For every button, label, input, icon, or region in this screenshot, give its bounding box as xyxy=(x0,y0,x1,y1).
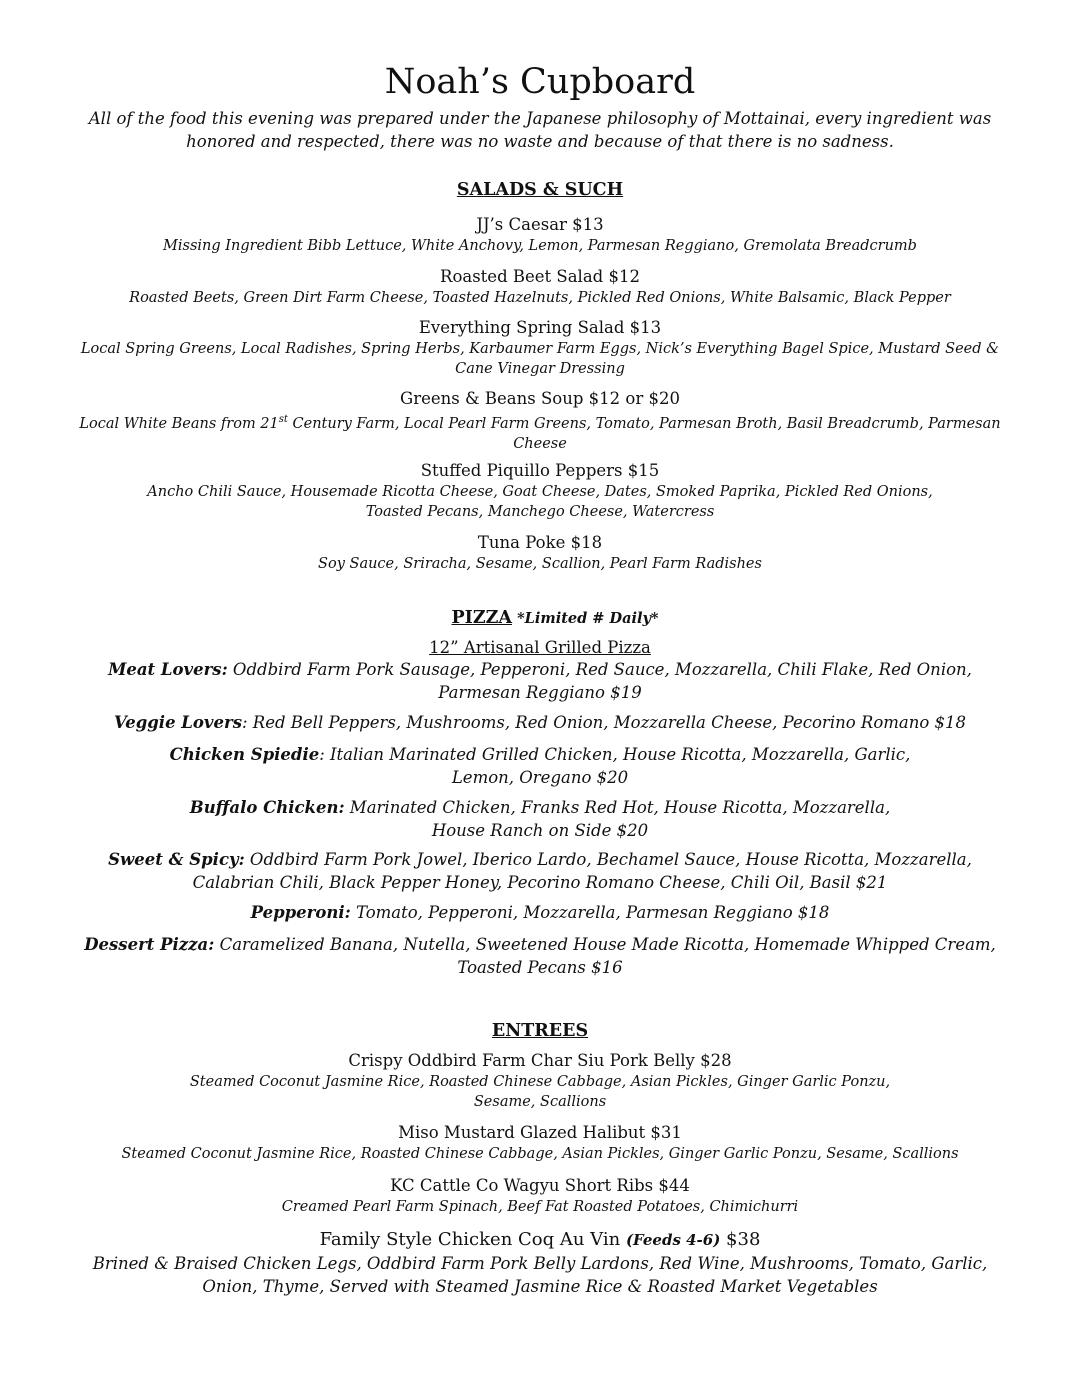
pizza-name: Pepperoni: xyxy=(250,903,351,922)
item-desc: Steamed Coconut Jasmine Rice, Roasted Chinese Cabbage, Asian Pickles, Ginger Garlic Ponzu, Sesame, Scallions xyxy=(121,1146,959,1162)
item-desc-part: Local White Beans from 21 xyxy=(79,415,279,432)
item-title-part: $38 xyxy=(720,1229,761,1250)
item-desc: Missing Ingredient Bibb Lettuce, White Anchovy, Lemon, Parmesan Reggiano, Gremolata Breadcrumb xyxy=(163,238,917,254)
page-title: Noah’s Cupboard xyxy=(384,62,696,102)
pizza-line xyxy=(40,849,1040,872)
item-title: JJ’s Caesar $13 xyxy=(476,215,604,234)
intro-line: honored and respected, there was no waste and because of that there is no sadness. xyxy=(186,132,894,151)
menu-item xyxy=(40,214,1040,256)
pizza-name: Meat Lovers: xyxy=(108,660,228,679)
salads-heading: SALADS & SUCH xyxy=(456,180,624,200)
pizza-subheading: 12” Artisanal Grilled Pizza xyxy=(429,638,651,657)
item-title: Greens & Beans Soup $12 or $20 xyxy=(400,389,680,408)
pizza-line xyxy=(40,744,1040,767)
pizza-name: Dessert Pizza: xyxy=(84,935,215,954)
menu-item xyxy=(40,1050,1040,1112)
pizza-line: Toasted Pecans $16 xyxy=(457,957,623,977)
item-desc: Soy Sauce, Sriracha, Sesame, Scallion, Pearl Farm Radishes xyxy=(318,556,762,572)
pizza-line: House Ranch on Side $20 xyxy=(431,820,649,840)
item-desc: Toasted Pecans, Manchego Cheese, Watercress xyxy=(365,504,715,520)
menu-item xyxy=(40,266,1040,308)
intro-line: All of the food this evening was prepared under the Japanese philosophy of Mottainai, every ingredient was xyxy=(88,109,992,128)
pizza-desc: Marinated Chicken, Franks Red Hot, House Ricotta, Mozzarella, xyxy=(344,798,891,817)
pizza-item xyxy=(40,902,1040,925)
item-desc xyxy=(40,410,1040,434)
intro-text xyxy=(70,107,1010,153)
pizza-line xyxy=(40,797,1040,820)
item-desc: Ancho Chili Sauce, Housemade Ricotta Cheese, Goat Cheese, Dates, Smoked Paprika, Pickled Red Onions, xyxy=(147,484,933,500)
pizza-name: Chicken Spiedie xyxy=(169,745,320,764)
pizza-desc: Oddbird Farm Pork Sausage, Pepperoni, Red Sauce, Mozzarella, Chili Flake, Red Onion, xyxy=(227,660,972,679)
pizza-heading-row xyxy=(0,608,1080,628)
pizza-desc: : Italian Marinated Grilled Chicken, House Ricotta, Mozzarella, Garlic, xyxy=(319,745,911,764)
item-desc: Sesame, Scallions xyxy=(473,1094,607,1110)
item-desc: Roasted Beets, Green Dirt Farm Cheese, Toasted Hazelnuts, Pickled Red Onions, White Balsamic, Black Pepper xyxy=(129,290,951,306)
item-title: KC Cattle Co Wagyu Short Ribs $44 xyxy=(390,1176,690,1195)
pizza-item xyxy=(40,712,1040,735)
item-title: Tuna Poke $18 xyxy=(477,533,603,552)
pizza-item xyxy=(40,744,1040,789)
feeds-note: (Feeds 4-6) xyxy=(625,1231,721,1249)
pizza-line: Lemon, Oregano $20 xyxy=(451,767,629,787)
pizza-item xyxy=(40,797,1040,842)
item-title: Crispy Oddbird Farm Char Siu Pork Belly $28 xyxy=(348,1051,732,1070)
item-desc: Creamed Pearl Farm Spinach, Beef Fat Roasted Potatoes, Chimichurri xyxy=(281,1199,799,1215)
pizza-desc: Caramelized Banana, Nutella, Sweetened House Made Ricotta, Homemade Whipped Cream, xyxy=(214,935,996,954)
entrees-heading: ENTREES xyxy=(491,1021,589,1041)
item-desc: Onion, Thyme, Served with Steamed Jasmine Rice & Roasted Market Vegetables xyxy=(202,1277,878,1296)
pizza-desc: : Red Bell Peppers, Mushrooms, Red Onion, Mozzarella Cheese, Pecorino Romano $18 xyxy=(241,713,967,732)
pizza-item xyxy=(40,849,1040,894)
item-desc: Cheese xyxy=(513,435,567,452)
item-title: Miso Mustard Glazed Halibut $31 xyxy=(398,1123,682,1142)
item-title: Roasted Beet Salad $12 xyxy=(440,267,640,286)
menu-item xyxy=(40,460,1040,522)
item-title: Stuffed Piquillo Peppers $15 xyxy=(420,461,660,480)
menu-item xyxy=(40,1122,1040,1164)
pizza-heading: PIZZA xyxy=(451,608,512,628)
pizza-name: Buffalo Chicken: xyxy=(189,798,345,817)
pizza-line xyxy=(40,902,1040,925)
item-desc-part: Century Farm, Local Pearl Farm Greens, Tomato, Parmesan Broth, Basil Breadcrumb, Parmesan xyxy=(287,415,1001,432)
menu-item xyxy=(40,532,1040,574)
item-desc: Brined & Braised Chicken Legs, Oddbird Farm Pork Belly Lardons, Red Wine, Mushrooms, Tomato, Garlic, xyxy=(92,1254,988,1273)
item-desc: Cane Vinegar Dressing xyxy=(455,361,625,377)
menu-item xyxy=(40,1228,1040,1298)
pizza-line xyxy=(40,934,1040,957)
pizza-name: Veggie Lovers xyxy=(113,713,242,732)
pizza-line: Parmesan Reggiano $19 xyxy=(438,682,642,702)
menu-item xyxy=(40,317,1040,379)
pizza-heading-note: *Limited # Daily* xyxy=(517,610,659,627)
pizza-name: Sweet & Spicy: xyxy=(108,850,245,869)
item-desc: Local Spring Greens, Local Radishes, Spring Herbs, Karbaumer Farm Eggs, Nick’s Everything Bagel Spice, Mustard Seed & xyxy=(80,341,1000,357)
menu-item xyxy=(40,388,1040,454)
menu-item xyxy=(40,1175,1040,1217)
item-title: Everything Spring Salad $13 xyxy=(418,318,662,337)
pizza-item xyxy=(40,659,1040,704)
pizza-item xyxy=(40,934,1040,979)
item-title-part: Family Style Chicken Coq Au Vin xyxy=(319,1229,626,1250)
item-title xyxy=(40,1228,1040,1252)
superscript: st xyxy=(278,414,288,425)
pizza-line xyxy=(40,659,1040,682)
pizza-desc: Oddbird Farm Pork Jowel, Iberico Lardo, Bechamel Sauce, House Ricotta, Mozzarella, xyxy=(244,850,972,869)
pizza-line: Calabrian Chili, Black Pepper Honey, Pecorino Romano Cheese, Chili Oil, Basil $21 xyxy=(192,872,888,892)
pizza-line xyxy=(40,712,1040,735)
pizza-desc: Tomato, Pepperoni, Mozzarella, Parmesan Reggiano $18 xyxy=(350,903,830,922)
item-desc: Steamed Coconut Jasmine Rice, Roasted Chinese Cabbage, Asian Pickles, Ginger Garlic Ponzu, xyxy=(189,1074,891,1090)
